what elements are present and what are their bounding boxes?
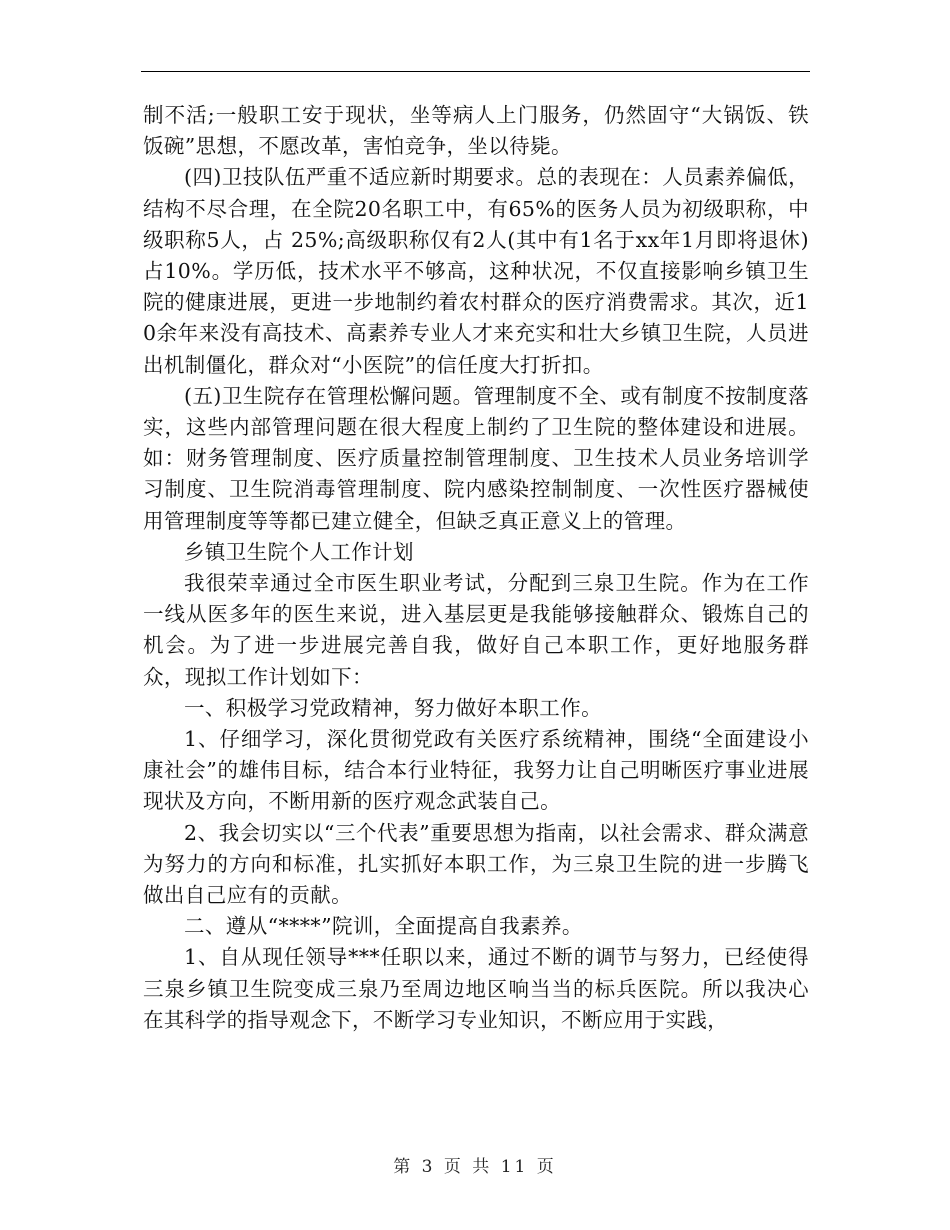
paragraph-part-one-item-2: 2、我会切实以“三个代表”重要思想为指南，以社会需求、群众满意为努力的方向和标准，扎实抓好本职工作，为三泉卫生院的进一步腾飞做出自己应有的贡献。 [143, 820, 809, 908]
paragraph-section-four: (四)卫技队伍严重不适应新时期要求。总的表现在：人员素养偏低，结构不尽合理，在全院20名职工中，有65%的医务人员为初级职称，中级职称5人，占 25%;高级职称仅有2人(其中有1名于xx年1月即将退休)占10%。学历低，技术水平不够高，这种状况，不仅直接影响乡镇卫生院的健康进展，更进一步地制约着农村群众的医疗消费需求。其次，近10余年来没有高技术、高素养专业人才来充实和壮大乡镇卫生院，人员进出机制僵化，群众对“小医院”的信任度大打折扣。 [143, 165, 809, 377]
heading-part-two: 二、遵从“****”院训，全面提高自我素养。 [184, 914, 583, 939]
paragraph-section-five: (五)卫生院存在管理松懈问题。管理制度不全、或有制度不按制度落实，这些内部管理问题在很大程度上制约了卫生院的整体建设和进展。如：财务管理制度、医疗质量控制管理制度、卫生技术人员业务培训学习制度、卫生院消毒管理制度、院内感染控制制度、一次性医疗器械使用管理制度等等都已建立健全，但缺乏真正意义上的管理。 [143, 383, 809, 533]
heading-part-one: 一、积极学习党政精神，努力做好本职工作。 [184, 695, 602, 720]
paragraph-continuation: 制不活;一般职工安于现状，坐等病人上门服务，仍然固守“大锅饭、铁饭碗”思想，不愿改革，害怕竞争，坐以待毙。 [143, 103, 809, 159]
page-number-footer: 第 3 页 共 11 页 [393, 1157, 557, 1177]
paragraph-part-one-item-1: 1、仔细学习，深化贯彻党政有关医疗系统精神，围绕“全面建设小康社会”的雄伟目标，结合本行业特征，我努力让自己明晰医疗事业进展现状及方向，不断用新的医疗观念武装自己。 [143, 727, 809, 814]
paragraph-part-two-item-1: 1、自从现任领导***任职以来，通过不断的调节与努力，已经使得三泉乡镇卫生院变成三泉乃至周边地区响当当的标兵医院。所以我决心在其科学的指导观念下，不断学习专业知识，不断应用于实践， [143, 945, 809, 1032]
header-rule [141, 71, 810, 72]
section-heading-work-plan: 乡镇卫生院个人工作计划 [184, 539, 414, 564]
paragraph-introduction: 我很荣幸通过全市医生职业考试，分配到三泉卫生院。作为在工作一线从医多年的医生来说，进入基层更是我能够接触群众、锻炼自己的机会。为了进一步进展完善自我，做好自己本职工作，更好地服务群众，现拟工作计划如下： [143, 571, 809, 689]
document-body [143, 100, 809, 1036]
